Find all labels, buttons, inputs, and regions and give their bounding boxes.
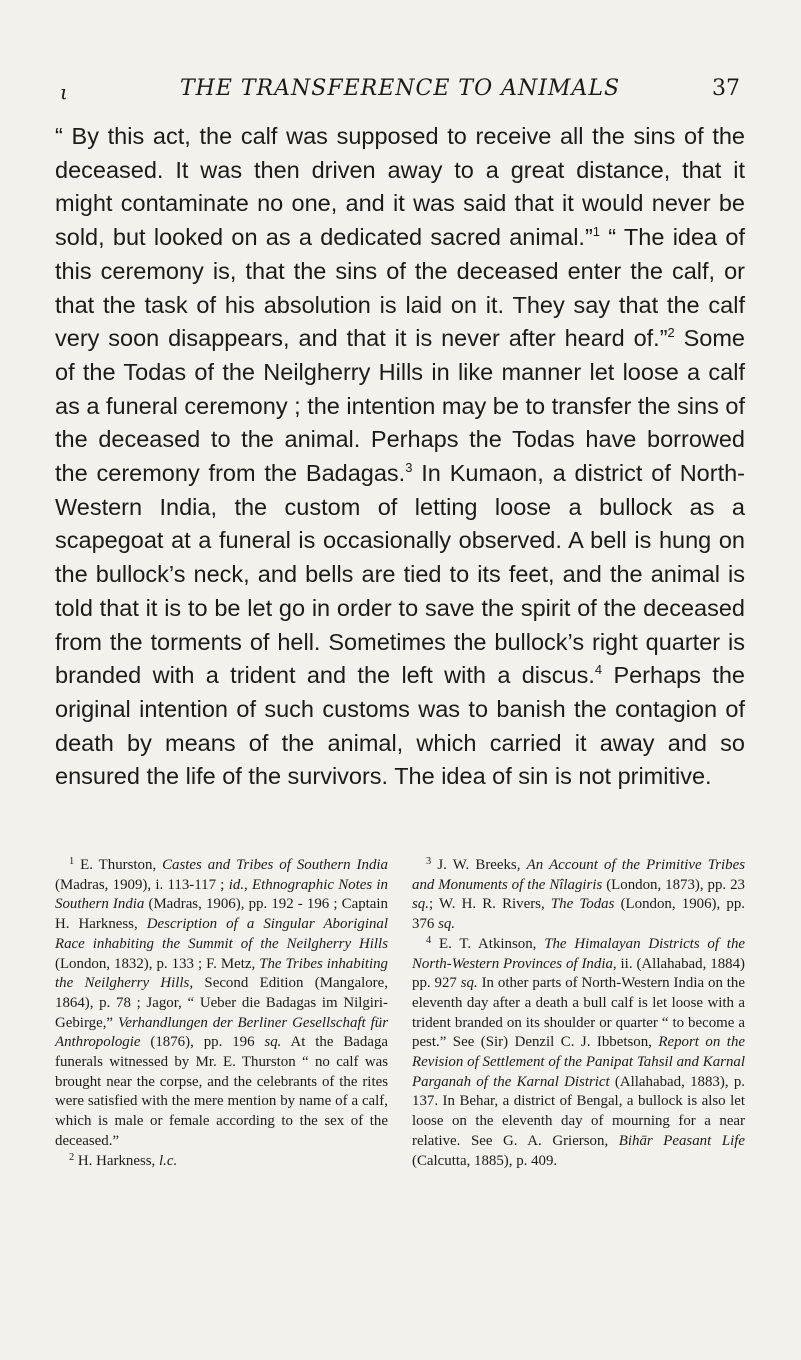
- running-title: THE TRANSFERENCE TO ANIMALS: [179, 76, 621, 101]
- footnote-number: 2: [69, 1151, 75, 1163]
- text-run: “ By this act, the calf was supposed to receive all the sins of the deceased. It was then driven away to a great distance, that it might contaminate no one, and it was said that it would never be sold, but looked on as a dedicated sacred animal.”: [55, 123, 745, 251]
- text-run: (Allahabad, 1883), p. 137. In Behar, a district of Bengal, a bullock is also let loose on the eleventh day of mourning for a near relative. See G. A. Grierson,: [412, 1073, 746, 1149]
- text-run: ; W. H. R. Rivers,: [428, 896, 551, 913]
- footnote-3: [412, 856, 745, 935]
- text-run: E. Thurston,: [74, 857, 163, 873]
- citation-title: Verhandlungen der Berliner Gesellschaft für Anthropologie: [55, 1014, 388, 1051]
- citation-title: An Account of the Primitive Tribes and Monuments of the Nîlagiris: [412, 857, 745, 893]
- citation-abbrev: l.c.: [158, 1152, 178, 1169]
- text-run: “ The idea of this ceremony is, that the sins of the deceased enter the calf, or that the task of his absolution is laid on it. They say that the calf very soon disappears, and that it is never after heard of.”: [55, 224, 745, 352]
- footnote-ref: 2: [667, 325, 675, 341]
- text-run: E. T. Atkinson,: [431, 935, 545, 952]
- citation-title: Castes and Tribes of Southern India: [162, 857, 388, 873]
- citation-abbrev: sq.: [412, 896, 429, 913]
- citation-title: The Tribes inhabiting the Neilgherry Hills: [55, 955, 388, 992]
- footnote-2: [55, 1152, 388, 1172]
- citation-title: The Todas: [550, 896, 615, 913]
- footnote-ref: 1: [592, 224, 600, 240]
- paragraph: [55, 120, 745, 794]
- citation-title: The Himalayan Districts of the North-Western Provinces of India: [412, 935, 745, 972]
- text-run: (Madras, 1906), pp. 192 - 196 ; Captain H. Harkness,: [55, 896, 388, 933]
- signature-mark: ι: [60, 80, 68, 104]
- text-run: Some of the Todas of the Neilgherry Hills in like manner let loose a calf as a funeral ceremony ; the intention may be to transfer the sins of the deceased to the animal. Perhaps the Todas have borrowed the ceremony from the Badagas.: [55, 325, 745, 487]
- text-run: In other parts of North-Western India on the eleventh day after a death a bull calf is let loose with a trident branded on its shoulder or quarter “ to become a pest.” See (Sir) Denzil C. J. Ibbetson,: [412, 975, 745, 1051]
- footnote-ref: 4: [594, 662, 603, 678]
- text-run: (Calcutta, 1885), p. 409.: [412, 1152, 558, 1169]
- footnotes-left-column: [55, 856, 388, 1171]
- citation-title: Bihār Peasant Life: [618, 1132, 745, 1149]
- citation-title: Report on the Revision of Settlement of the Panipat Tahsil and Karnal Parganah of the Karnal District: [412, 1034, 745, 1090]
- citation-abbrev: sq.: [264, 1034, 282, 1051]
- footnote-number: 1: [69, 855, 75, 867]
- text-run: H. Harkness,: [74, 1152, 159, 1169]
- footnotes: [55, 856, 745, 1296]
- text-run: At the Badaga funerals witnessed by Mr. E. Thurston “ no calf was brought near the corpse, and the celebrants of the rites were satisfied with the mere mention by name of a calf, which is male or female according to the sex of the deceased.”: [55, 1034, 388, 1149]
- text-run: Perhaps the original intention of such customs was to banish the contagion of death by means of the animal, which carried it away and so ensured the life of the survivors. The idea of sin is not primitive.: [55, 662, 745, 790]
- footnotes-right-column: [412, 856, 745, 1171]
- text-run: , ii. (Allahabad, 1884) pp. 927: [412, 955, 746, 992]
- footnote-1: [55, 856, 388, 1152]
- text-run: (1876), pp. 196: [140, 1034, 265, 1051]
- citation-abbrev: sq.: [438, 916, 456, 933]
- running-header: [60, 76, 740, 110]
- footnote-number: 3: [426, 855, 432, 867]
- footnote-4: [412, 935, 745, 1171]
- text-run: J. W. Breeks,: [431, 857, 527, 873]
- footnote-number: 4: [426, 934, 432, 946]
- main-text: [55, 120, 745, 794]
- text-run: (London, 1873), pp. 23: [602, 876, 745, 893]
- citation-title: id., Ethnographic Notes in Southern India: [55, 876, 388, 913]
- footnote-ref: 3: [405, 459, 413, 475]
- citation-abbrev: sq.: [460, 975, 478, 992]
- citation-title: Description of a Singular Aboriginal Race inhabiting the Summit of the Neilgherry Hills: [55, 916, 388, 952]
- text-run: In Kumaon, a district of North-Western India, the custom of letting loose a bullock as a scapegoat at a funeral is occasionally observed. A bell is hung on the bullock’s neck, and bells are tied to its feet, and the animal is told that it is to be let go in order to save the spirit of the deceased from the torments of hell. Sometimes the bullock’s right quarter is branded with a trident and the left with a discus.: [55, 460, 746, 689]
- page-number: 37: [712, 76, 740, 101]
- text-run: (London, 1906), pp. 376: [412, 896, 746, 933]
- text-run: (London, 1832), p. 133 ; F. Metz,: [55, 955, 260, 972]
- text-run: (Madras, 1909), i. 113-117 ;: [55, 876, 229, 893]
- text-run: , Second Edition (Mangalore, 1864), p. 78 ; Jagor, “ Ueber die Badagas im Nilgiri-Gebirge,”: [55, 975, 388, 1031]
